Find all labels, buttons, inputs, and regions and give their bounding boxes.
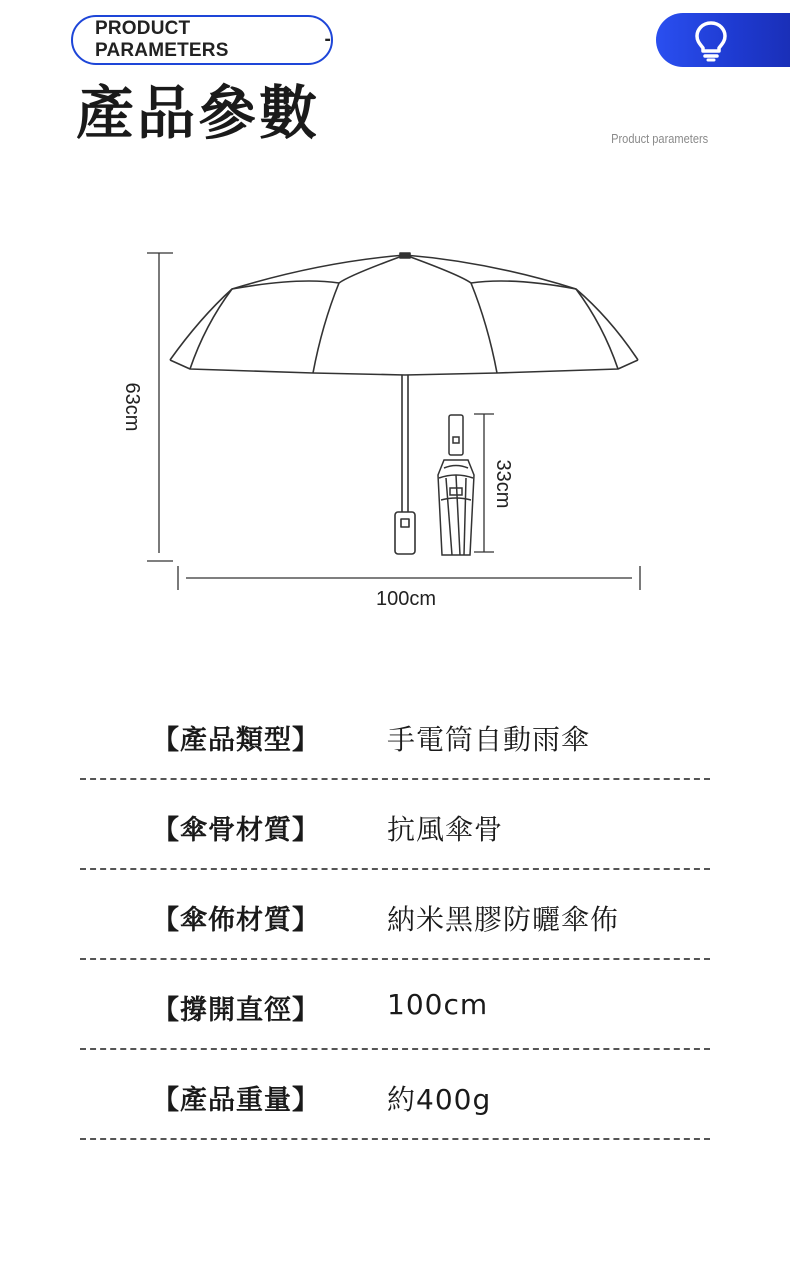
lightbulb-icon <box>694 20 728 62</box>
param-value: 納米黑膠防曬傘佈 <box>387 903 620 936</box>
param-label: 【產品類型】 <box>152 725 320 756</box>
height-label: 63cm <box>121 382 143 432</box>
badge-dash: - <box>324 29 331 50</box>
width-label: 100cm <box>375 588 437 610</box>
width-dimension <box>178 566 640 590</box>
param-value: 約400g <box>387 1083 492 1116</box>
product-parameters-badge <box>71 15 333 65</box>
param-row <box>80 870 710 960</box>
height-dimension <box>147 253 173 561</box>
dashed-divider <box>80 1138 710 1140</box>
page-subtitle: Product parameters <box>610 131 708 146</box>
param-value: 100cm <box>387 988 489 1021</box>
umbrella-dimension-diagram <box>0 230 790 630</box>
page-title: 產品參數 <box>76 79 321 147</box>
param-label: 【撐開直徑】 <box>152 995 320 1026</box>
folded-umbrella <box>438 415 474 555</box>
param-label: 【產品重量】 <box>152 1085 320 1116</box>
parameter-table <box>80 690 710 1140</box>
open-umbrella <box>170 253 638 554</box>
param-label: 【傘佈材質】 <box>152 905 320 936</box>
folded-dimension <box>474 414 494 552</box>
param-label: 【傘骨材質】 <box>152 815 320 846</box>
lightbulb-tab <box>656 13 790 67</box>
badge-label: PRODUCT PARAMETERS <box>95 18 229 61</box>
param-value: 抗風傘骨 <box>387 813 504 846</box>
folded-label: 33cm <box>492 459 514 509</box>
param-row <box>80 1050 710 1140</box>
param-row <box>80 780 710 870</box>
param-row <box>80 960 710 1050</box>
param-row <box>80 690 710 780</box>
param-value: 手電筒自動雨傘 <box>387 723 591 756</box>
